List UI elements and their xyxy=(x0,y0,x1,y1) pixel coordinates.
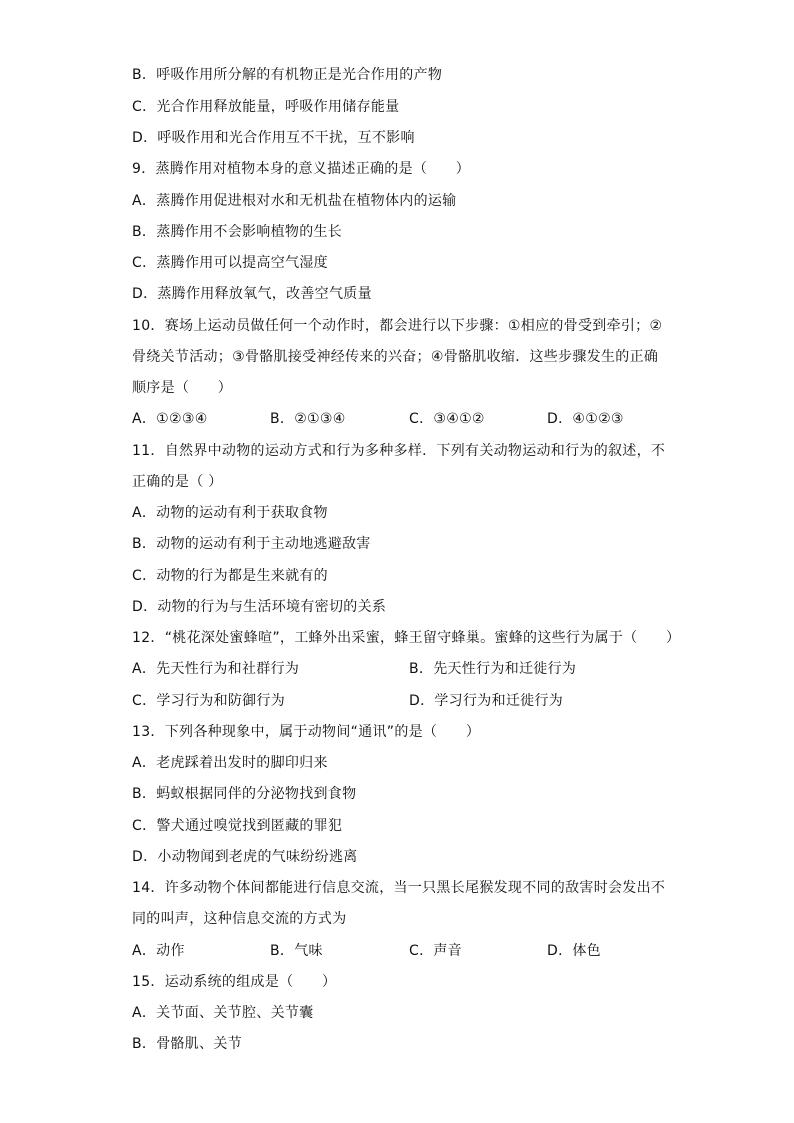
q9-option-d: D．蒸腾作用释放氧气，改善空气质量 xyxy=(132,286,372,302)
q10-option-a: A．①②③④ xyxy=(132,411,208,427)
question-15: 15．运动系统的组成是（ ） xyxy=(132,974,337,990)
q12-option-c: C．学习行为和防御行为 xyxy=(132,693,286,709)
q8-option-d: D．呼吸作用和光合作用互不干扰，互不影响 xyxy=(132,130,415,146)
q13-option-b: B．蚂蚁根据同伴的分泌物找到食物 xyxy=(132,786,357,802)
question-14-line-2: 同的叫声，这种信息交流的方式为 xyxy=(132,911,347,927)
q11-option-a: A．动物的运动有利于获取食物 xyxy=(132,505,328,521)
q15-option-b: B．骨骼肌、关节 xyxy=(132,1036,243,1052)
q14-option-c: C．声音 xyxy=(409,943,462,959)
question-10-line-3: 顺序是（ ） xyxy=(132,380,233,396)
q13-option-c: C．警犬通过嗅觉找到匿藏的罪犯 xyxy=(132,818,343,834)
q9-option-b: B．蒸腾作用不会影响植物的生长 xyxy=(132,224,343,240)
question-10-line-1: 10．赛场上运动员做任何一个动作时，都会进行以下步骤：①相应的骨受到牵引；② xyxy=(132,318,663,334)
q8-option-b: B．呼吸作用所分解的有机物正是光合作用的产物 xyxy=(132,67,443,83)
q13-option-a: A．老虎踩着出发时的脚印归来 xyxy=(132,755,328,771)
question-9: 9．蒸腾作用对植物本身的意义描述正确的是（ ） xyxy=(132,161,471,177)
q10-option-c: C．③④①② xyxy=(409,411,485,427)
q11-option-b: B．动物的运动有利于主动地逃避敌害 xyxy=(132,536,371,552)
question-13: 13．下列各种现象中，属于动物间“通讯”的是（ ） xyxy=(132,724,481,740)
q11-option-d: D．动物的行为与生活环境有密切的关系 xyxy=(132,599,387,615)
q12-option-a: A．先天性行为和社群行为 xyxy=(132,661,300,677)
question-10-line-2: 骨绕关节活动；③骨骼肌接受神经传来的兴奋；④骨骼肌收缩．这些步骤发生的正确 xyxy=(132,349,659,365)
question-11-line-1: 11．自然界中动物的运动方式和行为多种多样．下列有关动物运动和行为的叙述，不 xyxy=(132,443,666,459)
q11-option-c: C．动物的行为都是生来就有的 xyxy=(132,568,328,584)
question-12: 12．“桃花深处蜜蜂喧”，工蜂外出采蜜，蜂王留守蜂巢。蜜蜂的这些行为属于（ ） xyxy=(132,630,681,646)
question-11-line-2: 正确的是（ ） xyxy=(132,474,223,490)
q14-option-b: B．气味 xyxy=(270,943,323,959)
q12-option-d: D．学习行为和迁徙行为 xyxy=(409,693,564,709)
q10-option-d: D．④①②③ xyxy=(547,411,624,427)
q13-option-d: D．小动物闻到老虎的气味纷纷逃离 xyxy=(132,849,358,865)
q8-option-c: C．光合作用释放能量，呼吸作用储存能量 xyxy=(132,99,400,115)
q10-option-b: B．②①③④ xyxy=(270,411,346,427)
q15-option-a: A．关节面、关节腔、关节囊 xyxy=(132,1005,314,1021)
q9-option-c: C．蒸腾作用可以提高空气湿度 xyxy=(132,255,328,271)
q12-option-b: B．先天性行为和迁徙行为 xyxy=(409,661,577,677)
q14-option-d: D．体色 xyxy=(547,943,601,959)
q9-option-a: A．蒸腾作用促进根对水和无机盐在植物体内的运输 xyxy=(132,193,457,209)
q14-option-a: A．动作 xyxy=(132,943,185,959)
question-14-line-1: 14．许多动物个体间都能进行信息交流，当一只黑长尾猴发现不同的敌害时会发出不 xyxy=(132,880,666,896)
